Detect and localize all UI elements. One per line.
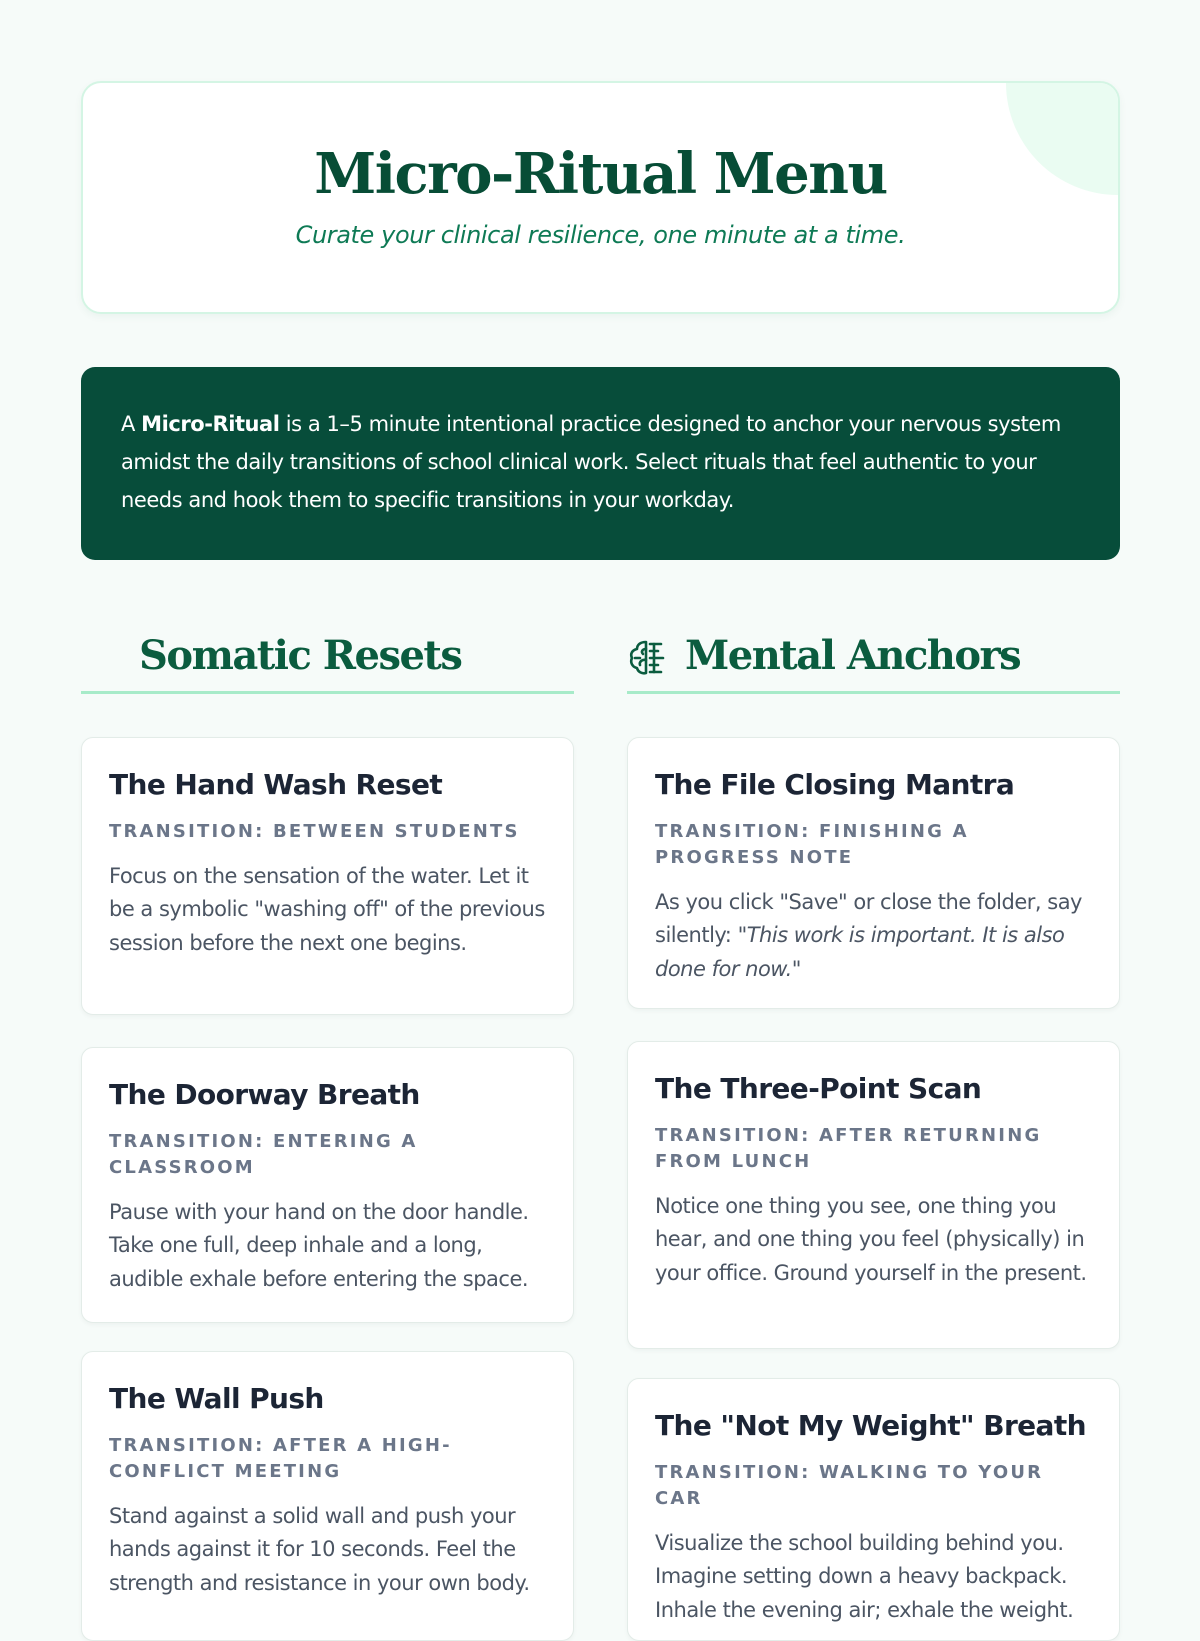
ritual-card-hand-wash-reset [81,737,574,1015]
header-card [81,81,1120,314]
card-transition: TRANSITION: AFTER RETURNING FROM LUNCH [655,1124,1042,1172]
somatic-resets-header [81,625,574,694]
intro-prefix: A [121,412,142,436]
intro-body: is a 1–5 minute intentional practice designed to anchor your nervous system amidst the daily transitions of school clinical work. Select rituals that feel authentic to your needs and hook them to specific transitions in your workday. [121,412,1061,512]
page-title: Micro-Ritual Menu [314,141,887,207]
card-description [655,886,1092,987]
card-description: Pause with your hand on the door handle. Take one full, deep inhale and a long, audible exhale before entering the space. [109,1199,529,1291]
card-transition: TRANSITION: WALKING TO YOUR CAR [655,1461,1044,1509]
card-description: Visualize the school building behind you. Imagine setting down a heavy backpack. Inhale the evening air; exhale the weight. [655,1530,1074,1622]
ritual-card-wall-push [81,1351,574,1641]
intro-banner [81,367,1120,560]
ritual-card-file-closing-mantra [627,737,1120,1009]
mental-anchors-header [627,625,1120,694]
somatic-icon-placeholder [81,638,139,678]
card-title: The Three-Point Scan [655,1072,982,1105]
intro-term: Micro-Ritual [141,412,280,436]
card-description: Notice one thing you see, one thing you hear, and one thing you feel (physically) in your office. Ground yourself in the present. [655,1193,1087,1285]
page-subtitle: Curate your clinical resilience, one minute at a time. [295,221,906,249]
card-title: The File Closing Mantra [655,768,1015,801]
card-title: The Wall Push [109,1382,324,1415]
intro-text [121,405,1080,519]
card-description: Focus on the sensation of the water. Let it be a symbolic "washing off" of the previous session before the next one begins. [109,863,545,955]
ritual-card-three-point-scan [627,1041,1120,1349]
card-description-quote: "This work is important. It is also done for now." [655,923,1065,981]
card-transition: TRANSITION: FINISHING A PROGRESS NOTE [655,820,969,868]
card-transition: TRANSITION: AFTER A HIGH-CONFLICT MEETING [109,1434,452,1482]
mental-anchors-title: Mental Anchors [685,632,1021,679]
card-title: The Hand Wash Reset [109,768,443,801]
ritual-card-not-my-weight-breath [627,1378,1120,1641]
card-title: The "Not My Weight" Breath [655,1409,1086,1442]
card-transition: TRANSITION: BETWEEN STUDENTS [109,820,520,842]
somatic-resets-column [81,625,574,1595]
brain-icon [627,638,685,678]
card-transition: TRANSITION: ENTERING A CLASSROOM [109,1130,418,1178]
somatic-resets-title: Somatic Resets [139,632,462,679]
mental-anchors-column [627,625,1120,1622]
card-description-text: As you click "Save" or close the folder, say silently: [655,889,1082,948]
ritual-card-doorway-breath [81,1047,574,1323]
card-title: The Doorway Breath [109,1078,420,1111]
card-description: Stand against a solid wall and push your hands against it for 10 seconds. Feel the strength and resistance in your own body. [109,1503,530,1595]
